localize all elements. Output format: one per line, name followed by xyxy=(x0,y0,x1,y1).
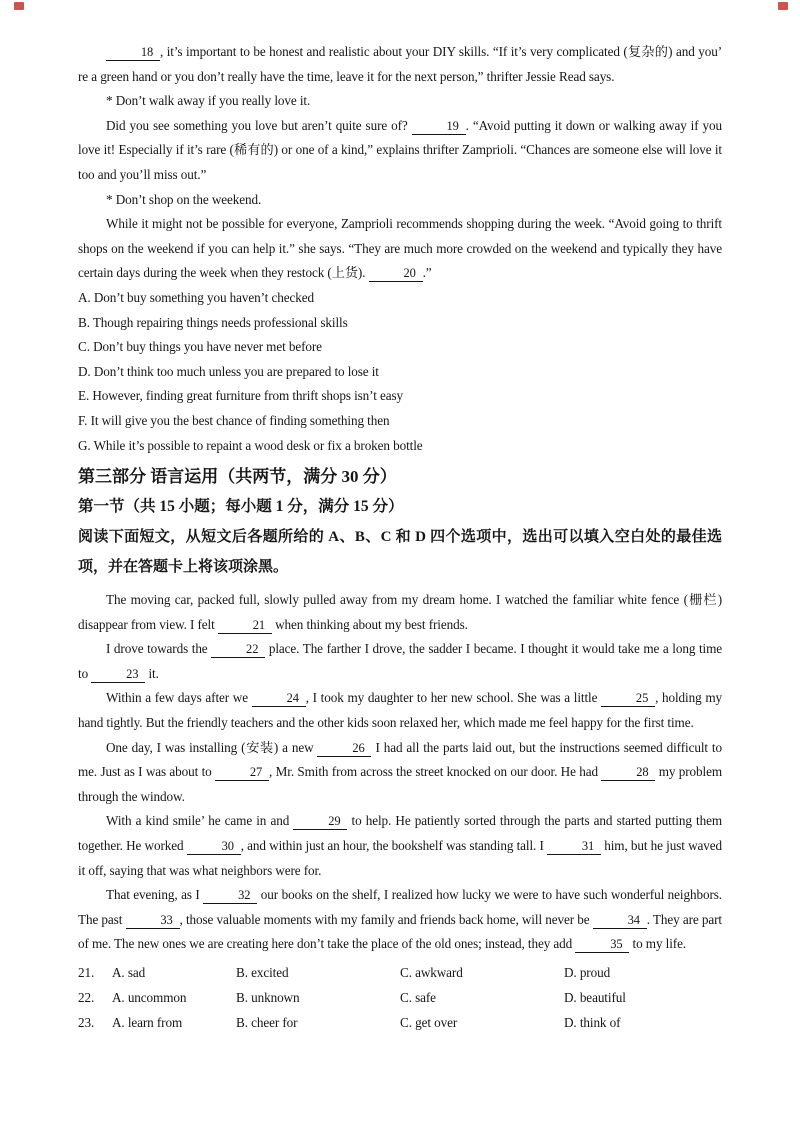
question-row xyxy=(78,985,722,1010)
paragraph: With a kind smile’ he came in and 29 to help. He patiently sorted through the parts and started putting them together. He worked 30 , and within just an hour, the bookshelf was standing tall. I 31 him, but he just waved it off, saying that was what neighbors were for. xyxy=(78,813,722,878)
question-number: 23. xyxy=(78,1015,95,1031)
blank-28: 28 xyxy=(601,765,655,781)
scan-artifact-right xyxy=(778,2,788,10)
instruction-text: 阅读下面短文，从短文后各题所给的 A、B、C 和 D 四个选项中，选出可以填入空白处的最佳选项，并在答题卡上将该项涂黑。 xyxy=(78,529,722,576)
blank-32: 32 xyxy=(203,888,257,904)
question-row xyxy=(78,1010,722,1035)
blank-35: 35 xyxy=(575,937,629,953)
blank-30: 30 xyxy=(187,839,241,855)
scan-artifact-left xyxy=(14,2,24,10)
answer-options-list xyxy=(78,286,722,458)
mc-question-table xyxy=(78,960,722,1036)
paragraph: I drove towards the 22 place. The farther I drove, the sadder I became. I thought it would take me a long time to 23 it. xyxy=(78,641,723,681)
paragraph: * Don’t shop on the weekend. xyxy=(106,191,262,207)
question-option: D. beautiful xyxy=(564,990,626,1006)
question-option: B. unknown xyxy=(236,990,300,1006)
question-option: A. sad xyxy=(112,965,146,980)
option-line: D. Don’t think too much unless you are prepared to lose it xyxy=(78,363,379,379)
paragraph: 18 , it’s important to be honest and realistic about your DIY skills. “If it’s very complicated (复杂的) and you’ re a green hand or you don’t really have the time, leave it for the next person,” thrifter Jessie Read says. xyxy=(78,44,722,84)
option-line: E. However, finding great furniture from thrift shops isn’t easy xyxy=(78,388,404,404)
option-line: B. Though repairing things needs professional skills xyxy=(78,314,348,330)
question-option: D. proud xyxy=(564,965,611,980)
question-number: 22. xyxy=(78,990,95,1006)
question-option: C. get over xyxy=(400,1015,458,1031)
question-option: B. excited xyxy=(236,965,289,980)
blank-31: 31 xyxy=(547,839,601,855)
paragraph: Did you see something you love but aren’t quite sure of? 19 . “Avoid putting it down or walking away if you love it! Especially if it’s rare (稀有的) or one of a kind,” explains thrifter Zamprioli. “Chances are someone else will love it too and you’ll miss out.” xyxy=(78,117,722,182)
blank-34: 34 xyxy=(593,913,647,929)
blank-18: 18 xyxy=(106,45,160,61)
option-line: G. While it’s possible to repaint a wood desk or fix a broken bottle xyxy=(78,437,423,453)
blank-26: 26 xyxy=(317,741,371,757)
question-option: D. think of xyxy=(564,1015,621,1031)
paragraph: That evening, as I 32 our books on the shelf, I realized how lucky we were to have such wonderful neighbors. The past 33 , those valuable moments with my family and friends back home, will never be 34 . They are part of me. The new ones we are creating here don’t take the place of the old ones; instead, they add 35 to my life. xyxy=(78,887,722,952)
blank-21: 21 xyxy=(218,618,272,634)
blank-27: 27 xyxy=(215,765,269,781)
question-option: C. awkward xyxy=(400,965,463,980)
option-line: A. Don’t buy something you haven’t checked xyxy=(78,289,314,305)
blank-23: 23 xyxy=(91,667,145,683)
question-option: A. uncommon xyxy=(112,990,187,1006)
blank-33: 33 xyxy=(126,913,180,929)
paragraph: One day, I was installing (安装) a new 26 I had all the parts laid out, but the instructions seemed difficult to me. Just as I was about to 27 , Mr. Smith from across the street knocked on our door. He had 28 my problem through the window. xyxy=(78,739,723,804)
blank-22: 22 xyxy=(211,642,265,658)
question-option: A. learn from xyxy=(112,1015,183,1031)
question-option: C. safe xyxy=(400,990,436,1006)
part-three-heading: 第三部分 语言运用（共两节，满分 30 分） xyxy=(78,467,397,487)
option-line: C. Don’t buy things you have never met before xyxy=(78,339,322,355)
gap-fill-passage xyxy=(78,40,722,286)
section-one-heading: 第一节（共 15 小题；每小题 1 分，满分 15 分） xyxy=(78,498,404,516)
blank-25: 25 xyxy=(601,691,655,707)
question-row xyxy=(78,960,722,985)
blank-24: 24 xyxy=(252,691,306,707)
paragraph: Within a few days after we 24 , I took my daughter to her new school. She was a little 25 , holding my hand tightly. But the friendly teachers and the other kids soon relaxed her, which made me feel happy for the first time. xyxy=(78,690,722,731)
cloze-passage xyxy=(78,588,722,957)
question-option: B. cheer for xyxy=(236,1015,298,1031)
blank-29: 29 xyxy=(293,814,347,830)
paragraph: * Don’t walk away if you really love it. xyxy=(106,93,311,109)
option-line: F. It will give you the best chance of finding something then xyxy=(78,412,390,428)
blank-20: 20 xyxy=(369,266,423,282)
paragraph: The moving car, packed full, slowly pulled away from my dream home. I watched the familiar white fence (栅栏) disappear from view. I felt 21 when thinking about my best friends. xyxy=(78,592,722,632)
blank-19: 19 xyxy=(412,119,466,135)
question-number: 21. xyxy=(78,965,95,980)
paragraph: While it might not be possible for everyone, Zamprioli recommends shopping during the week. “Avoid going to thrift shops on the weekend if you can help it.” she says. “They are much more crowded on the weekend and typically they have certain days during the week when they restock (上货). 20 .” xyxy=(78,216,722,281)
